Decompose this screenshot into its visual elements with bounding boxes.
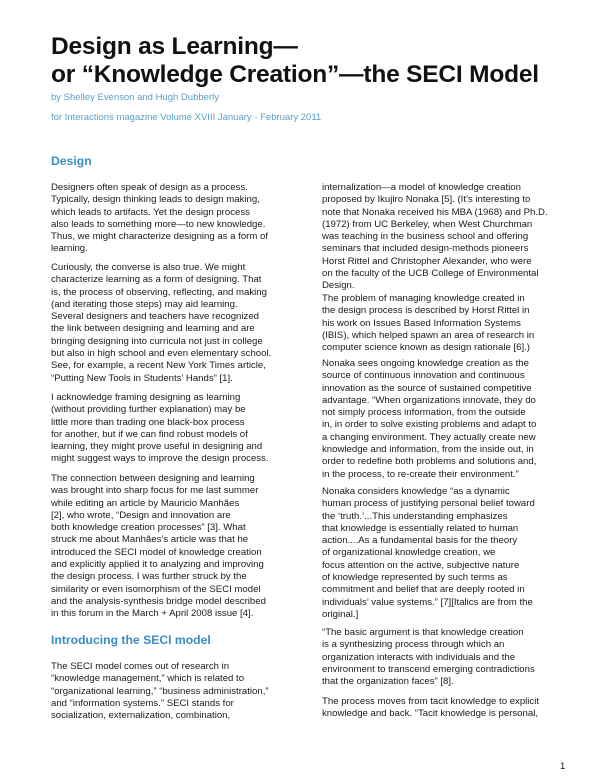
col1-paragraph-1	[51, 182, 301, 256]
text-line: original.]	[322, 608, 359, 620]
section-heading-design: Design	[51, 154, 92, 168]
text-line: not simply process information, from the outside	[322, 407, 526, 419]
text-line: (1972) from UC Berkeley, when West Churchman	[322, 218, 533, 230]
text-line: introduced the SECI model of knowledge creation	[51, 546, 262, 558]
text-line: Nonaka considers knowledge “as a dynamic	[322, 486, 510, 497]
col2-paragraph-4	[322, 486, 572, 621]
text-line: in this forum in the March + April 2008 issue [4].	[51, 608, 254, 620]
text-line: organization interacts with individuals and the	[322, 651, 516, 663]
text-line: seminars that included design-methods pioneers	[322, 243, 529, 255]
text-line: Typically, design thinking leads to design making,	[51, 194, 260, 206]
text-line: (and iterating those steps) may aid learning.	[51, 298, 238, 310]
text-line: was brought into sharp focus for me last summer	[51, 485, 259, 497]
text-line: is, the process of observing, reflecting, and making	[51, 286, 267, 298]
text-line: Design.	[322, 280, 355, 292]
text-line: socialization, externalization, combination,	[51, 710, 231, 722]
text-line: computer science known as design rationale [6].)	[322, 342, 530, 354]
col1-paragraph-3	[51, 392, 301, 466]
text-line: Curiously, the converse is also true. We might	[51, 262, 246, 273]
article-title	[51, 33, 571, 89]
text-line: was teaching in the business school and offering	[322, 231, 529, 243]
text-line: Thus, we might characterize designing as a form of	[51, 231, 269, 243]
byline: by Shelley Evenson and Hugh Dubberly	[51, 92, 219, 103]
text-line: while editing an article by Mauricio Manhães	[51, 497, 240, 509]
text-line: might suggest ways to improve the design process.	[51, 453, 269, 465]
text-line: The SECI model comes out of research in	[51, 661, 230, 672]
text-line: “organizational learning,” “business administration,”	[51, 685, 269, 697]
col1-paragraph-2	[51, 262, 301, 385]
text-line: environment to transcend emerging contradictions	[322, 663, 535, 675]
text-line: order to redefine both problems and solutions and,	[322, 456, 537, 468]
text-line: [2], who wrote, “Design and innovation are	[51, 509, 231, 521]
col1-paragraph-4	[51, 473, 301, 621]
text-line: little more than trading one black-box process	[51, 416, 245, 428]
text-line: (IBIS), which helped spawn an area of research in	[322, 329, 535, 341]
text-line: note that Nonaka received his MBA (1968) and Ph.D.	[322, 206, 548, 218]
text-line: The problem of managing knowledge created in	[322, 293, 525, 304]
issue-line: for Interactions magazine Volume XVIII January - February 2011	[51, 112, 322, 123]
text-line: but also in high school and even elementary school.	[51, 348, 272, 360]
text-line: of knowledge represented by such terms as	[322, 572, 508, 584]
text-line: in, in order to solve existing problems and adapt to	[322, 419, 537, 431]
col1-paragraph-5	[51, 661, 301, 722]
text-line: commitment and belief that are deeply rooted in	[322, 584, 525, 596]
text-line: also leads to something more—to new knowledge.	[51, 218, 266, 230]
col2-paragraph-3	[322, 358, 572, 481]
text-line: the design process. I was further struck by the	[51, 571, 247, 583]
text-line: is a synthesizing process through which an	[322, 639, 505, 651]
col2-paragraph-6	[322, 696, 572, 721]
text-line: source of continuous innovation and continuous	[322, 370, 525, 382]
text-line: proposed by Ikujiro Nonaka [5]. (It’s interesting to	[322, 194, 531, 206]
col2-paragraph-5	[322, 627, 572, 688]
text-line: that knowledge is essentially related to human	[322, 522, 519, 534]
text-line: knowledge and information, from the inside out, in	[322, 444, 534, 456]
text-line: advantage. “When organizations innovate, they do	[322, 394, 536, 406]
text-line: focus attention on the active, subjective nature	[322, 559, 520, 571]
text-line: learning.	[51, 243, 88, 255]
page-number: 1	[560, 761, 566, 772]
text-line: learning, they might prove useful in designing and	[51, 441, 263, 453]
text-line: “Putting New Tools in Students’ Hands” [1].	[51, 372, 233, 384]
text-line: “knowledge management,” which is related to	[51, 673, 245, 685]
text-line: The process moves from tacit knowledge to explicit	[322, 696, 540, 707]
text-line: the design process is described by Horst Rittel in	[322, 305, 530, 317]
text-line: both knowledge creation processes” [3]. What	[51, 522, 246, 534]
text-line: in the process, to re-create their environment.”	[322, 468, 519, 480]
text-line: the ‘truth.’...This understanding emphasizes	[322, 510, 508, 522]
text-line: similarity or even isomorphism of the SECI model	[51, 583, 261, 595]
text-line: internalization—a model of knowledge creation	[322, 182, 521, 193]
text-line: knowledge and back. “Tacit knowledge is personal,	[322, 708, 538, 720]
text-line: the link between designing and learning and are	[51, 323, 255, 335]
text-line: human process of justifying personal belief toward	[322, 498, 535, 510]
text-line: on the faculty of the UCB College of Environmental	[322, 268, 539, 280]
article-title-line-1: Design as Learning—	[51, 33, 298, 60]
text-line: for another, but if we can find robust models of	[51, 428, 248, 440]
text-line: and “information systems.” SECI stands for	[51, 697, 234, 709]
text-line: a changing environment. They actually create new	[322, 431, 536, 443]
text-line: his work on Issues Based Information Systems	[322, 317, 521, 329]
text-line: “The basic argument is that knowledge creation	[322, 627, 524, 638]
text-line: of organizational knowledge creation, we	[322, 547, 496, 559]
col2-paragraph-2	[322, 293, 572, 354]
article-title-line-2: or “Knowledge Creation”—the SECI Model	[51, 61, 539, 88]
text-line: which leads to artifacts. Yet the design process	[51, 206, 250, 218]
text-line: I acknowledge framing designing as learning	[51, 392, 241, 403]
text-line: struck me about Manhães’s article was that he	[51, 534, 249, 546]
text-line: and explicitly applied it to analyzing and improving	[51, 559, 264, 571]
text-line: See, for example, a recent New York Times article,	[51, 360, 266, 372]
text-line: The connection between designing and learning	[51, 473, 255, 484]
text-line: Horst Rittel and Christopher Alexander, who were	[322, 255, 532, 267]
text-line: and the analysis-synthesis bridge model described	[51, 595, 266, 607]
text-line: characterize learning as a form of designing. That	[51, 274, 262, 286]
text-line: Designers often speak of design as a process.	[51, 182, 248, 193]
col2-paragraph-1	[322, 182, 572, 293]
text-line: bringing designing into curricula not just in college	[51, 335, 263, 347]
text-line: that the organization faces” [8].	[322, 676, 454, 688]
text-line: Nonaka sees ongoing knowledge creation as the	[322, 358, 529, 369]
text-line: innovation as the source of sustained competitive	[322, 382, 532, 394]
text-line: individuals’ value systems.” [7][Italics are from the	[322, 596, 533, 608]
text-line: Several designers and teachers have recognized	[51, 311, 259, 323]
text-line: action....As a fundamental basis for the theory	[322, 535, 518, 547]
section-heading-seci: Introducing the SECI model	[51, 633, 211, 647]
text-line: (without providing further explanation) may be	[51, 404, 246, 416]
